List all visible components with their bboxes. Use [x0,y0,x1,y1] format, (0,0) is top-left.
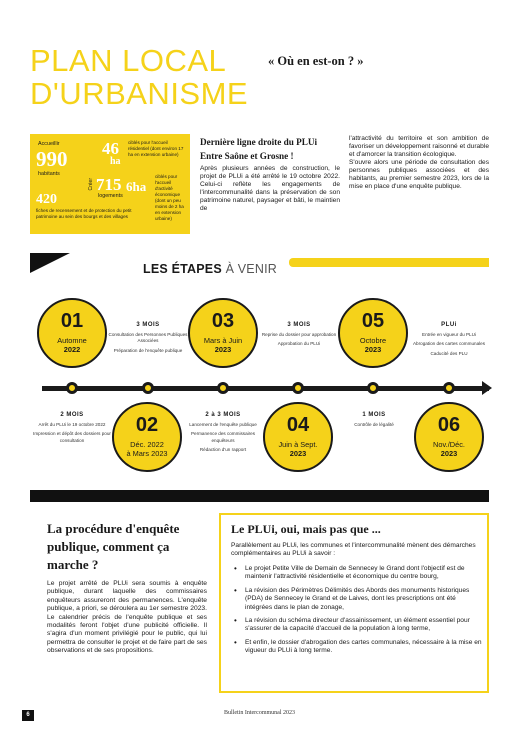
intro-column-1: Après plusieurs années de construction, le projet de PLUi a été arrêté le 19 octobre 2022. Celui-ci reflète les engagements de l'intercommunalité dans la préservation de son patrimoine naturel, paysager et bâti, le maintien de [200,165,340,212]
note-text: Rédaction d'un rapport [199,446,247,452]
etapes-yellow-bar [289,258,489,267]
note-text: Préparation de l'enquête publique [113,347,183,353]
intro-column-2 [349,135,489,191]
stat-res-unit: ha [110,156,121,167]
stat-creer-label: Créer [88,178,94,191]
step-number: 06 [437,414,461,436]
note-heading: PLUi [441,322,457,328]
step-note-top-3 [409,322,489,357]
note-text: Contrôle de légalité [354,422,394,428]
step-circle-02 [112,402,182,472]
note-heading: 3 MOIS [287,322,311,328]
step-date: Nov./Déc. 2023 [433,440,465,458]
timeline-dot [367,382,379,394]
list-item: • Et enfin, le dossier d'abrogation des cartes communales, nécessaire à la mise en vigueur du PLUi à long terme. [231,639,483,656]
stat-eco-text: ciblés pour l'accueil d'activité économique (dont un peu moins de 2 ha en extension urbaine) [155,174,184,221]
stat-fiches-text: fiches de recensement et de protection du petit patrimoine au sein des bourgs et des villages [36,208,132,219]
step-number: 03 [211,310,235,332]
step-note-bottom-3 [334,412,414,428]
step-circle-01 [37,298,107,368]
step-circle-04 [263,402,333,472]
footer-text: Bulletin Intercommunal 2023 [224,710,295,716]
note-heading: 2 à 3 MOIS [205,412,241,418]
step-date: Juin à Sept. 2023 [278,440,318,458]
page-title [30,44,248,110]
stat-fiches-number: 420 [36,192,57,207]
note-text: Reprise du dossier pour approbation [261,332,337,338]
procedure-title: La procédure d'enquête publique, comment ça marche ? [47,521,180,572]
plui-box [219,513,489,693]
step-note-top-1 [108,322,188,354]
step-circle-06 [414,402,484,472]
step-number: 01 [60,310,84,332]
etapes-title-light: À VENIR [225,262,277,276]
stat-logements-number: 715 [96,175,122,194]
stat-habitants-number: 990 [36,147,68,171]
note-heading: 3 MOIS [136,322,160,328]
list-item: • Le projet Petite Ville de Demain de Sennecey le Grand dont l'objectif est de maintenir l'attractivité résidentielle et économique du centre bourg, [231,565,483,582]
step-note-top-2 [259,322,339,348]
title-line-2: D'URBANISME [30,76,249,111]
step-note-bottom-2 [183,412,263,453]
step-date: Automne 2022 [57,336,87,354]
plui-box-title: Le PLUi, oui, mais pas que ... [231,522,381,536]
step-note-bottom-1 [32,412,112,444]
intro-heading: Dernière ligne droite du PLUi Entre Saône et Grosne ! [200,137,318,161]
stat-res-number: 46 [102,139,119,158]
note-text: Lancement de l'enquête publique [189,422,257,428]
step-circle-03 [188,298,258,368]
list-item: • La révision des Périmètres Délimités des Abords des monuments historiques (PDA) de Sennecey le Grand et de Laives, dont les prescriptions ont été intégrées dans le plan de zonage, [231,587,483,612]
section-divider [30,490,489,502]
step-date: Déc. 2022 à Mars 2023 [126,440,168,458]
timeline-dot [292,382,304,394]
stat-logements-label: logements [98,193,123,199]
timeline-dot [66,382,78,394]
etapes-title-bold: LES ÉTAPES [143,262,222,276]
timeline-dot [217,382,229,394]
step-date: Octobre 2023 [359,336,387,354]
note-heading: 2 MOIS [60,412,84,418]
note-text: Consultation des Personnes Publiques Associées [108,332,188,344]
note-heading: 1 MOIS [362,412,386,418]
plui-box-list [231,565,483,661]
note-text: Permanence des commissaires enquêteurs [190,431,256,443]
step-circle-05 [338,298,408,368]
plui-box-intro: Parallèlement au PLUi, les communes et l'intercommunalité mènent des démarches complémentaires au PLUi à savoir : [231,542,476,558]
timeline-arrow-icon [482,381,492,395]
step-number: 02 [135,414,159,436]
stat-accueillir-label: Accueillir [38,141,60,147]
page-number: 6 [22,710,34,721]
title-line-1: PLAN LOCAL [30,43,227,78]
procedure-text: Le projet arrêté de PLUi sera soumis à enquête publique, durant laquelle des commissaires enquêteurs assureront des permanences. L'enquête publique, a priori, se déroulera au 1er semestre 2023. Le calendrier précis de l'enquête publique et ses modalités feront l'objet d'une publicité officielle. Il s'agira d'un moment privilégié pour le public, qui lui permettra de consulter le projet et de faire part de ses observations et de ses propositions. [47,580,207,655]
step-date: Mars à Juin 2023 [203,336,243,354]
stat-habitants-label: habitants [38,171,60,177]
stat-res-text: ciblés pour l'accueil résidentiel (dont environ 17 ha en extension urbaine) [128,140,184,157]
note-text: Impression et dépôt des dossiers pour consultation [33,431,111,443]
note-text: Arrêt du PLUi le 19 octobre 2022 [38,422,106,428]
etapes-title [143,262,277,276]
etapes-triangle [30,253,70,273]
step-number: 04 [286,414,310,436]
stat-eco-number: 6ha [126,179,147,194]
intro-col2-para2: S'ouvre alors une période de consultation des personnes publiques associées et des habitants, au premier semestre 2023, lors de la mise en place d'une enquête publique. [349,159,489,190]
stats-box [30,134,190,234]
timeline-dot [443,382,455,394]
intro-col2-para1: l'attractivité du territoire et son ambition de favoriser un développement raisonné et durable et d'amorcer la transition écologique. [349,135,489,158]
note-text: Entrée en vigueur du PLUi [422,332,476,338]
note-text: Approbation du PLUi [277,341,321,347]
page-subtitle: « Où en est-on ? » [268,54,364,68]
list-item: • La révision du schéma directeur d'assainissement, un élément essentiel pour s'assurer de la capacité d'accueil de la population à long terme, [231,617,483,634]
step-number: 05 [361,310,385,332]
timeline-dot [142,382,154,394]
timeline-line [42,386,489,391]
note-text: Caducité des PLU [430,350,468,356]
note-text: Abrogation des cartes communales [412,341,485,347]
